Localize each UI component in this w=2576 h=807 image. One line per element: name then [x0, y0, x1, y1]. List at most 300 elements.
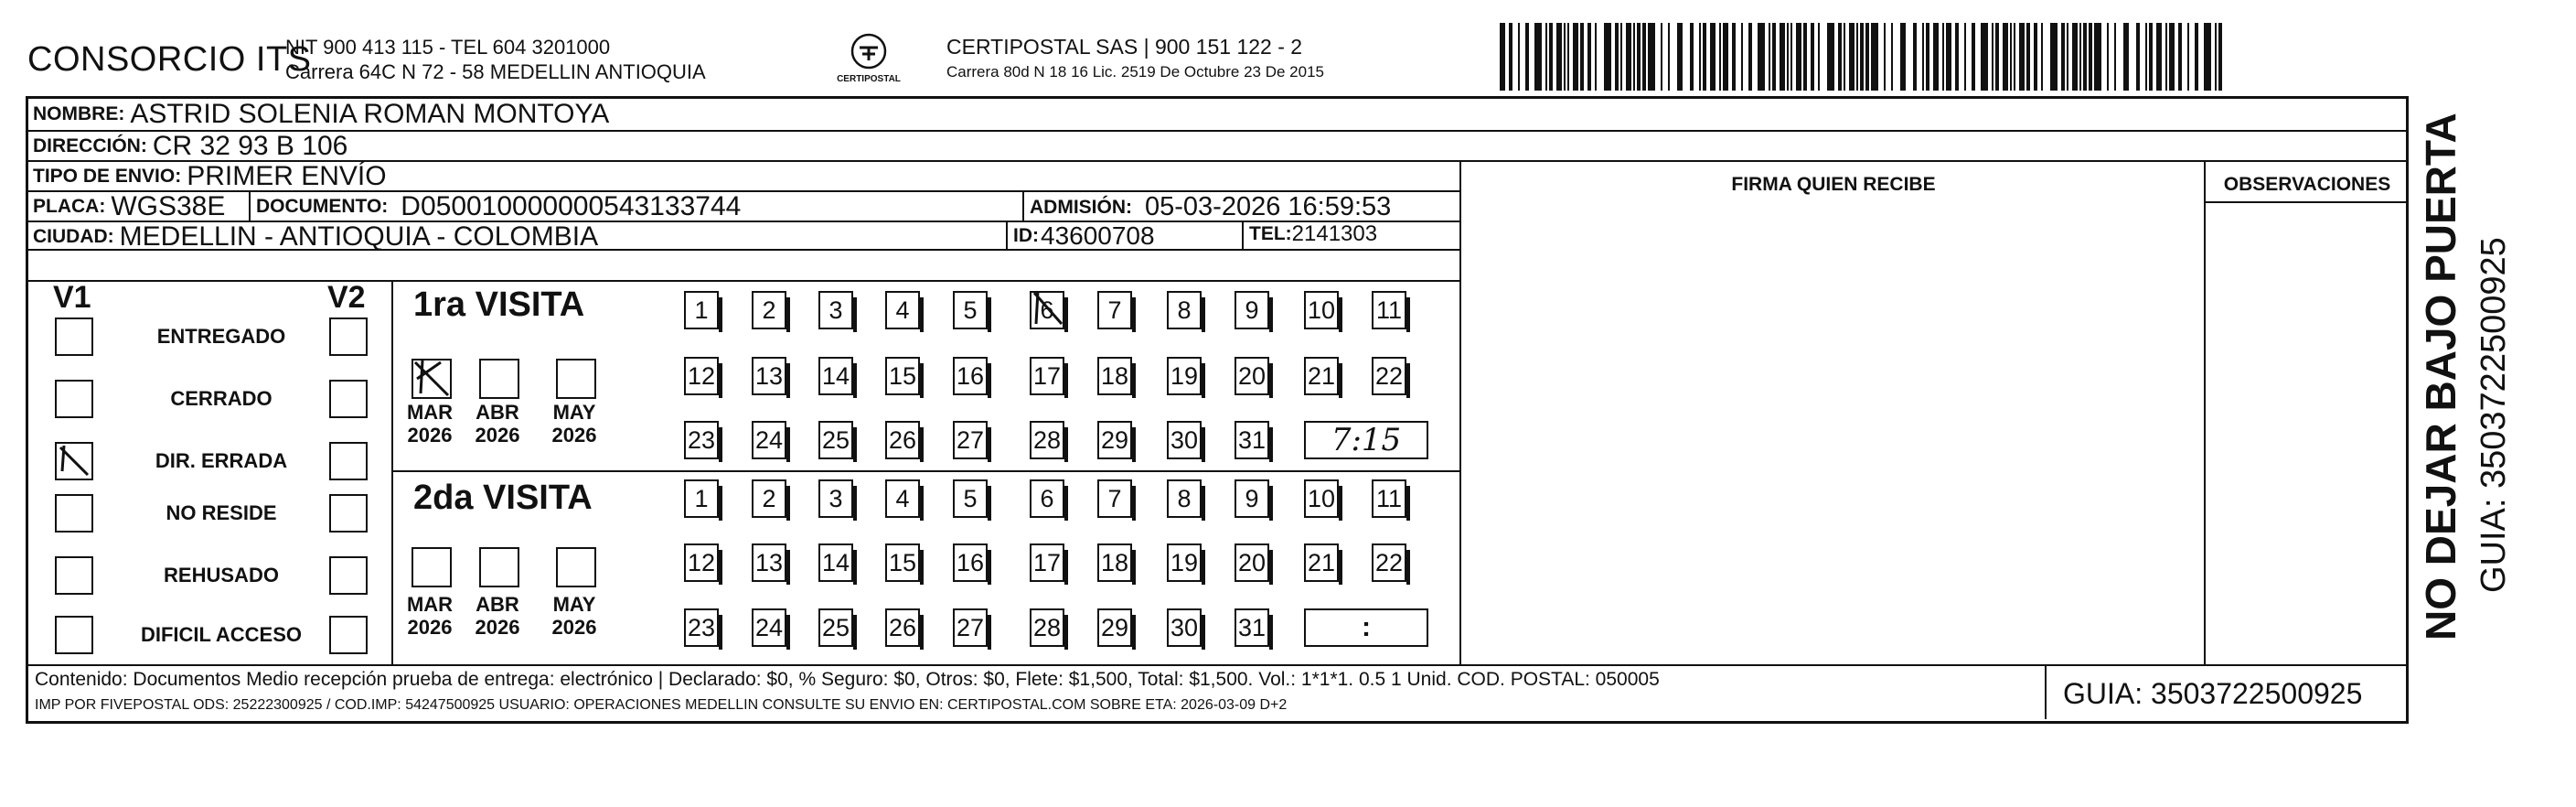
barcode-bar	[2123, 23, 2129, 91]
barcode-bar	[1661, 23, 1662, 91]
day-number: 15	[888, 548, 917, 576]
barcode-bar	[1500, 23, 1505, 91]
day-number: 25	[821, 425, 850, 454]
barcode-bar	[1981, 23, 1988, 91]
visit2-day-box[interactable]	[1097, 543, 1132, 582]
barcode-bar	[1884, 23, 1886, 91]
day-number: 17	[1032, 548, 1062, 576]
barcode-bar	[2014, 23, 2015, 91]
barcode-bar	[1871, 23, 1878, 91]
barcode-bar	[1844, 23, 1845, 91]
visit1-day-box[interactable]	[1372, 357, 1406, 395]
barcode-bar	[1668, 23, 1670, 91]
barcode-bar	[1637, 23, 1641, 91]
footer-contents: Contenido: Documentos Medio recepción prueba de entrega: electrónico | Declarado: $0, % Seguro: $0, Otros: $0, Flete: $1,500, Total: $1,500. Vol.: 1*1*1. 0.5 1 Unid. COD. POSTAL: 050005	[35, 669, 1660, 690]
day-number: 29	[1100, 425, 1129, 454]
day-number: 20	[1237, 361, 1267, 390]
visit2-day-box[interactable]	[1097, 608, 1132, 647]
visit1-day-box[interactable]	[1097, 357, 1132, 395]
status-option-label: NO RESIDE	[166, 501, 277, 524]
barcode-bar	[1699, 23, 1701, 91]
day-number: 14	[821, 548, 850, 576]
visit1-day-box[interactable]	[1097, 291, 1132, 329]
visit2-day-box[interactable]	[1097, 479, 1132, 518]
month-name: MAR	[406, 401, 454, 424]
barcode-bar	[1556, 23, 1562, 91]
barcode-bar	[1615, 23, 1619, 91]
barcode-bar	[1633, 23, 1635, 91]
day-number: 5	[963, 296, 978, 324]
day-number: 15	[888, 361, 917, 390]
visit1-day-box[interactable]	[885, 421, 920, 459]
visit1-day-box[interactable]	[1304, 357, 1339, 395]
visit1-day-box[interactable]	[684, 291, 719, 329]
barcode-bar	[1942, 23, 1944, 91]
barcode-bar	[1818, 23, 1820, 91]
day-number: 29	[1100, 613, 1129, 641]
id-field	[1013, 221, 1155, 251]
barcode-bar	[1573, 23, 1578, 91]
visit2-day-box[interactable]	[752, 479, 786, 518]
barcode-bar	[2178, 23, 2182, 91]
barcode-bar	[1509, 23, 1512, 91]
footer-guia: GUIA: 3503722500925	[2063, 677, 2363, 710]
barcode-bar	[1972, 23, 1975, 91]
barcode-bar	[1587, 23, 1591, 91]
day-number: 3	[828, 484, 843, 512]
visit1-title: 1ra VISITA	[413, 285, 585, 324]
day-number: 17	[1032, 361, 1062, 390]
day-number: 7	[1107, 296, 1122, 324]
tipo-envio-row	[33, 161, 387, 192]
check-mark-icon	[57, 444, 91, 479]
carrier-name: CERTIPOSTAL SAS | 900 151 122 - 2	[946, 35, 1303, 59]
barcode-bar	[1564, 23, 1566, 91]
barcode-bar	[2067, 23, 2068, 91]
barcode-bar	[1856, 23, 1858, 91]
day-number: 9	[1245, 484, 1259, 512]
visit1-day-box[interactable]	[818, 357, 853, 395]
visit1-day-box[interactable]	[953, 357, 988, 395]
visit2-day-box[interactable]	[818, 543, 853, 582]
barcode-bar	[1772, 23, 1776, 91]
barcode-bar	[2145, 23, 2147, 91]
barcode-bar	[1604, 23, 1611, 91]
id-value: 43600708	[1041, 221, 1155, 250]
observaciones-header: OBSERVACIONES	[2223, 174, 2391, 195]
v2-checkbox[interactable]	[329, 494, 368, 533]
side-guia: GUIA: 3503722500925	[2474, 237, 2513, 593]
barcode-bar	[2156, 23, 2162, 91]
visit2-day-box[interactable]	[818, 608, 853, 647]
barcode-bar	[1900, 23, 1906, 91]
visit1-day-box[interactable]	[1235, 421, 1269, 459]
day-number: 26	[888, 425, 917, 454]
tracking-barcode	[1500, 23, 2227, 91]
visit2-day-box[interactable]	[1167, 479, 1202, 518]
month-name: MAR	[406, 593, 454, 616]
tipo-envio-label: TIPO DE ENVIO:	[33, 166, 182, 187]
visit2-month-checkbox[interactable]	[556, 547, 596, 587]
visit2-time-box[interactable]	[1304, 608, 1428, 647]
day-number: 11	[1375, 296, 1403, 324]
day-number: 2	[762, 296, 776, 324]
day-number: 24	[754, 613, 784, 641]
firma-header: FIRMA QUIEN RECIBE	[1731, 174, 1936, 195]
barcode-bar	[1838, 23, 1842, 91]
visit2-day-box[interactable]	[1030, 543, 1064, 582]
barcode-bar	[1642, 23, 1646, 91]
day-number: 12	[687, 361, 716, 390]
barcode-bar	[1955, 23, 1959, 91]
visit2-month-checkbox[interactable]	[479, 547, 519, 587]
barcode-bar	[1567, 23, 1569, 91]
visit1-month-checkbox[interactable]	[412, 359, 452, 399]
visit2-day-box[interactable]	[1304, 543, 1339, 582]
day-number: 3	[828, 296, 843, 324]
barcode-bar	[1995, 23, 1999, 91]
barcode-bar	[1803, 23, 1807, 91]
visit1-day-box[interactable]	[885, 291, 920, 329]
visit1-day-box[interactable]	[1097, 421, 1132, 459]
footer-print-info: IMP POR FIVEPOSTAL ODS: 25222300925 / COD.IMP: 54247500925 USUARIO: OPERACIONES MEDELLIN CONSULTE SU ENVIO EN: CERTIPOSTAL.COM SOBRE ETA: 2026-03-09 D+2	[35, 697, 1288, 713]
barcode-bar	[1690, 23, 1694, 91]
day-number: 22	[1374, 548, 1404, 576]
barcode-bar	[1748, 23, 1752, 91]
tel-field	[1249, 221, 1377, 247]
day-number: 19	[1170, 361, 1199, 390]
barcode-bar	[2019, 23, 2025, 91]
barcode-bar	[1723, 23, 1728, 91]
barcode-bar	[2041, 23, 2043, 91]
day-number: 8	[1177, 296, 1192, 324]
month-year: 2026	[475, 616, 520, 639]
visit1-day-box[interactable]	[1167, 357, 1202, 395]
day-number: 16	[956, 361, 985, 390]
tel-label: TEL:	[1249, 223, 1292, 244]
barcode-bar	[2114, 23, 2116, 91]
logo-text: CERTIPOSTAL	[837, 74, 901, 84]
day-number: 5	[963, 484, 978, 512]
day-number: 27	[956, 425, 985, 454]
carrier-address: Carrera 80d N 18 16 Lic. 2519 De Octubre 23 De 2015	[946, 63, 1324, 81]
visit2-day-box[interactable]	[1030, 479, 1064, 518]
tel-value: 2141303	[1291, 221, 1378, 246]
month-name: MAY	[552, 593, 596, 616]
barcode-bar	[2061, 23, 2065, 91]
barcode-bar	[1732, 23, 1736, 91]
v2-checkbox[interactable]	[329, 616, 368, 654]
barcode-bar	[1913, 23, 1917, 91]
month-name: ABR	[476, 593, 519, 616]
barcode-bar	[1626, 23, 1631, 91]
visit1-day-box[interactable]	[818, 291, 853, 329]
visit1-day-box[interactable]	[1235, 291, 1269, 329]
day-number: 9	[1245, 296, 1259, 324]
barcode-bar	[1769, 23, 1770, 91]
visit2-day-box[interactable]	[953, 543, 988, 582]
visit1-time-box[interactable]	[1304, 421, 1428, 459]
barcode-bar	[1648, 23, 1655, 91]
visit2-day-box[interactable]	[1167, 543, 1202, 582]
visit2-title: 2da VISITA	[413, 479, 593, 517]
day-number: 13	[754, 548, 784, 576]
admision-field	[1030, 192, 1391, 222]
ciudad-label: CIUDAD:	[33, 226, 114, 247]
visit2-month-checkbox[interactable]	[412, 547, 452, 587]
nombre-value: ASTRID SOLENIA ROMAN MONTOYA	[130, 99, 610, 129]
v2-checkbox[interactable]	[329, 380, 368, 418]
barcode-bar	[1719, 23, 1721, 91]
barcode-bar	[1710, 23, 1716, 91]
barcode-bar	[1549, 23, 1553, 91]
barcode-bar	[1860, 23, 1864, 91]
v1-checkbox[interactable]	[55, 442, 93, 480]
visit2-day-box[interactable]	[1304, 479, 1339, 518]
day-number: 31	[1237, 425, 1267, 454]
barcode-bar	[1620, 23, 1622, 91]
visit2-day-box[interactable]	[885, 543, 920, 582]
status-option-label: ENTREGADO	[156, 325, 286, 348]
visit1-day-box[interactable]	[818, 421, 853, 459]
barcode-bar	[1741, 23, 1743, 91]
admision-label: ADMISIÓN:	[1030, 196, 1132, 218]
month-year: 2026	[551, 424, 597, 447]
visit1-day-box[interactable]	[1030, 291, 1064, 329]
visit1-day-box[interactable]	[1372, 291, 1406, 329]
visit1-day-box[interactable]	[1235, 357, 1269, 395]
day-number: 27	[956, 613, 985, 641]
visit2-time: :	[1362, 612, 1371, 642]
month-year: 2026	[475, 424, 520, 447]
visit2-day-box[interactable]	[684, 608, 719, 647]
barcode-bar	[2072, 23, 2078, 91]
ciudad-field	[33, 221, 598, 253]
day-number: 7	[1107, 484, 1122, 512]
day-number: 10	[1307, 296, 1336, 324]
visit1-month-checkbox[interactable]	[479, 359, 519, 399]
check-mark-icon	[413, 360, 450, 397]
status-option-label: REHUSADO	[164, 564, 279, 586]
status-option-label: DIR. ERRADA	[155, 449, 288, 472]
visit2-day-box[interactable]	[1030, 608, 1064, 647]
visit1-day-box[interactable]	[752, 291, 786, 329]
barcode-bar	[2010, 23, 2012, 91]
barcode-bar	[2165, 23, 2167, 91]
barcode-bar	[2195, 23, 2198, 91]
v2-checkbox[interactable]	[329, 556, 368, 595]
visit2-day-box[interactable]	[1235, 608, 1269, 647]
barcode-bar	[2026, 23, 2030, 91]
barcode-bar	[1964, 23, 1966, 91]
day-number: 22	[1374, 361, 1404, 390]
placa-field	[33, 191, 225, 222]
day-number: 20	[1237, 548, 1267, 576]
certipostal-logo	[828, 31, 910, 86]
barcode-bar	[1518, 23, 1520, 91]
day-number: 1	[694, 296, 709, 324]
day-number: 6	[1040, 484, 1054, 512]
tipo-envio-value: PRIMER ENVÍO	[187, 161, 387, 191]
direccion-value: CR 32 93 B 106	[152, 131, 348, 161]
barcode-bar	[2050, 23, 2058, 91]
visit2-day-box[interactable]	[752, 608, 786, 647]
barcode-bar	[1780, 23, 1785, 91]
day-number: 21	[1307, 361, 1336, 390]
barcode-bar	[1534, 23, 1542, 91]
visit2-day-box[interactable]	[684, 543, 719, 582]
visit1-day-box[interactable]	[953, 421, 988, 459]
visit2-day-box[interactable]	[1167, 608, 1202, 647]
day-mark-icon	[1029, 287, 1065, 328]
barcode-bar	[1922, 23, 1924, 91]
visit1-day-box[interactable]	[1030, 421, 1064, 459]
direccion-label: DIRECCIÓN:	[33, 135, 147, 156]
barcode-bar	[1827, 23, 1834, 91]
barcode-bar	[1790, 23, 1792, 91]
day-number: 16	[956, 548, 985, 576]
visit1-month-checkbox[interactable]	[556, 359, 596, 399]
id-label: ID:	[1013, 225, 1039, 246]
barcode-bar	[2107, 23, 2109, 91]
day-number: 19	[1170, 548, 1199, 576]
visit2-day-box[interactable]	[885, 608, 920, 647]
barcode-bar	[2089, 23, 2092, 91]
v2-checkbox[interactable]	[329, 317, 368, 356]
visit2-month-label	[470, 593, 525, 639]
v1-checkbox[interactable]	[55, 556, 93, 595]
day-number: 12	[687, 548, 716, 576]
documento-field	[256, 191, 741, 222]
ciudad-value: MEDELLIN - ANTIOQUIA - COLOMBIA	[119, 221, 599, 252]
visit1-day-box[interactable]	[684, 421, 719, 459]
visit1-day-box[interactable]	[1167, 421, 1202, 459]
day-number: 4	[895, 484, 910, 512]
barcode-bar	[1525, 23, 1529, 91]
visit1-month-label	[402, 401, 457, 447]
visit2-day-box[interactable]	[953, 479, 988, 518]
month-name: ABR	[476, 401, 519, 424]
barcode-bar	[2094, 23, 2101, 91]
v1-checkbox[interactable]	[55, 616, 93, 654]
barcode-bar	[2003, 23, 2008, 91]
month-name: MAY	[552, 401, 596, 424]
month-year: 2026	[407, 424, 453, 447]
day-number: 26	[888, 613, 917, 641]
day-number: 18	[1100, 361, 1129, 390]
day-number: 30	[1170, 613, 1199, 641]
barcode-bar	[1811, 23, 1814, 91]
day-number: 10	[1307, 484, 1336, 512]
v2-checkbox[interactable]	[329, 442, 368, 480]
barcode-bar	[1787, 23, 1789, 91]
barcode-bar	[2187, 23, 2189, 91]
visit2-day-box[interactable]	[953, 608, 988, 647]
visit1-day-box[interactable]	[684, 357, 719, 395]
company-address: Carrera 64C N 72 - 58 MEDELLIN ANTIOQUIA	[285, 60, 706, 83]
barcode-bar	[1926, 23, 1929, 91]
barcode-bar	[2169, 23, 2175, 91]
visit1-month-label	[470, 401, 525, 447]
day-number: 31	[1237, 613, 1267, 641]
status-option-label: CERRADO	[170, 387, 273, 410]
placa-label: PLACA:	[33, 196, 106, 217]
v1-checkbox[interactable]	[55, 494, 93, 533]
visit1-day-box[interactable]	[1167, 291, 1202, 329]
placa-value: WGS38E	[111, 191, 226, 221]
barcode-bar	[2215, 23, 2217, 91]
day-number: 23	[687, 613, 716, 641]
barcode-bar	[2079, 23, 2081, 91]
day-number: 18	[1100, 548, 1129, 576]
month-year: 2026	[407, 616, 453, 639]
day-number: 8	[1177, 484, 1192, 512]
visit2-day-box[interactable]	[885, 479, 920, 518]
day-number: 13	[754, 361, 784, 390]
visit2-day-box[interactable]	[684, 479, 719, 518]
day-number: 2	[762, 484, 776, 512]
visit2-day-box[interactable]	[818, 479, 853, 518]
visit1-day-box[interactable]	[1030, 357, 1064, 395]
day-number: 6	[1040, 296, 1054, 324]
direccion-row	[33, 131, 347, 162]
day-number: 1	[694, 484, 709, 512]
visit2-day-box[interactable]	[1372, 543, 1406, 582]
day-number: 4	[895, 296, 910, 324]
barcode-bar	[2204, 23, 2211, 91]
barcode-bar	[1849, 23, 1855, 91]
v1-header: V1	[53, 280, 91, 315]
barcode-bar	[1865, 23, 1869, 91]
status-option-label: DIFICIL ACCESO	[140, 623, 302, 646]
visit2-day-box[interactable]	[1235, 543, 1269, 582]
v1-checkbox[interactable]	[55, 380, 93, 418]
barcode-bar	[1580, 23, 1584, 91]
visit1-day-box[interactable]	[752, 357, 786, 395]
visit2-day-box[interactable]	[1235, 479, 1269, 518]
month-year: 2026	[551, 616, 597, 639]
day-number: 14	[821, 361, 850, 390]
barcode-bar	[1677, 23, 1683, 91]
day-number: 30	[1170, 425, 1199, 454]
v1-checkbox[interactable]	[55, 317, 93, 356]
visit1-month-label	[547, 401, 602, 447]
v2-header: V2	[327, 280, 366, 315]
visit2-month-label	[402, 593, 457, 639]
visit2-month-label	[547, 593, 602, 639]
visit1-day-box[interactable]	[752, 421, 786, 459]
barcode-bar	[2218, 23, 2222, 91]
side-warning: NO DEJAR BAJO PUERTA	[2417, 113, 2464, 640]
day-number: 24	[754, 425, 784, 454]
visit2-day-box[interactable]	[1372, 479, 1406, 518]
company-name: CONSORCIO ITS	[27, 40, 312, 79]
visit1-day-box[interactable]	[953, 291, 988, 329]
visit1-day-box[interactable]	[885, 357, 920, 395]
visit1-day-box[interactable]	[1304, 291, 1339, 329]
visit2-day-box[interactable]	[752, 543, 786, 582]
company-nit: NIT 900 413 115 - TEL 604 3201000	[285, 36, 611, 59]
barcode-bar	[1946, 23, 1951, 91]
barcode-bar	[1595, 23, 1597, 91]
barcode-bar	[2149, 23, 2153, 91]
nombre-row	[33, 99, 609, 130]
day-number: 28	[1032, 613, 1062, 641]
barcode-bar	[1758, 23, 1765, 91]
barcode-bar	[1703, 23, 1706, 91]
barcode-bar	[1891, 23, 1893, 91]
barcode-bar	[1933, 23, 1939, 91]
